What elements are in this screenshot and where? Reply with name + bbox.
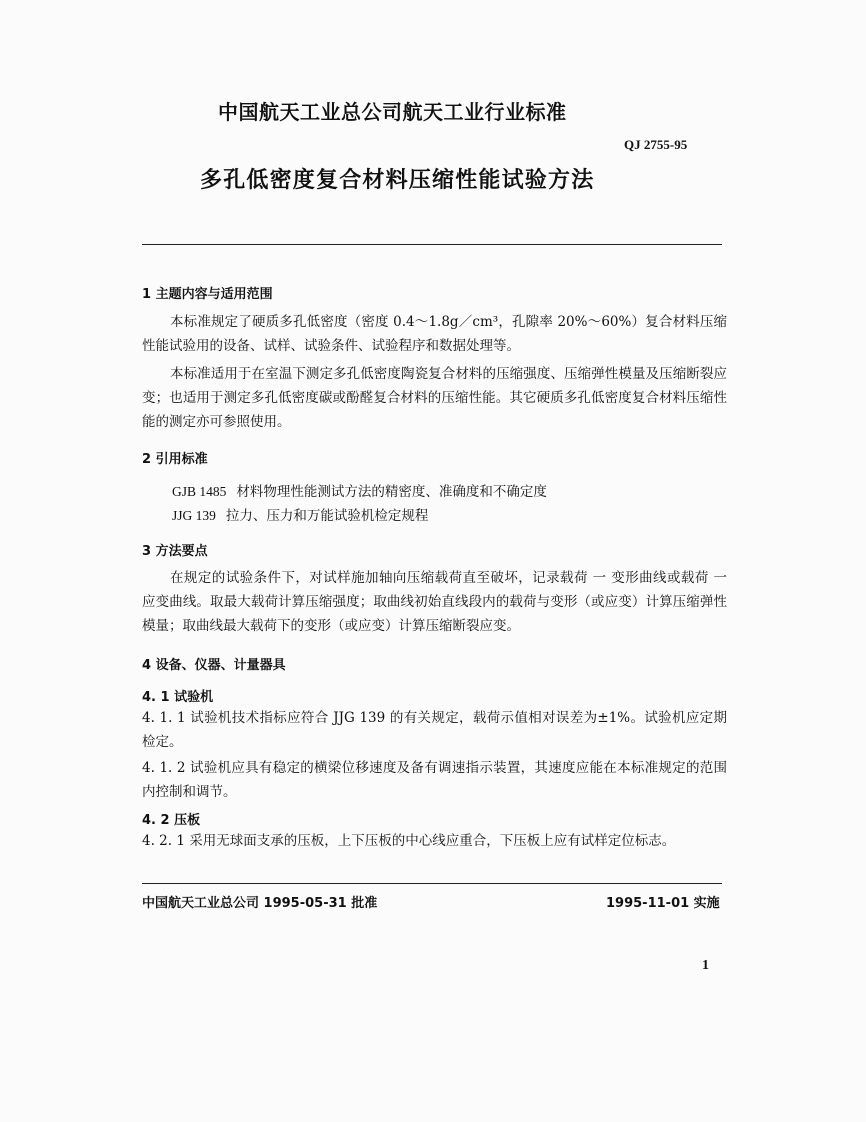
section-3-paragraph: 在规定的试验条件下，对试样施加轴向压缩载荷直至破坏，记录载荷 一 变形曲线或载荷 一 应变曲线。取最大载荷计算压缩强度；取曲线初始直线段内的载荷与变形（或应变）计算压缩弹性模量；取曲线最大载荷下的变形（或应变）计算压缩断裂应变。 (142, 570, 727, 634)
issuing-organization: 中国航天工业总公司航天工业行业标准 (218, 100, 567, 124)
standard-code: QJ 2755-95 (624, 137, 688, 152)
section-1-paragraph-2: 本标准适用于在室温下测定多孔低密度陶瓷复合材料的压缩强度、压缩弹性模量及压缩断裂应变；也适用于测定多孔低密度碳或酚醛复合材料的压缩性能。其它硬质多孔低密度复合材料压缩性能的测定亦可参照使用。 (142, 366, 727, 430)
page-number: 1 (702, 958, 709, 973)
section-1-paragraph-1: 本标准规定了硬质多孔低密度（密度 0.4～1.8g／cm³，孔隙率 20%～60%）复合材料压缩性能试验用的设备、试样、试验条件、试验程序和数据处理等。 (142, 314, 727, 354)
section-4-heading: 4 设备、仪器、计量器具 (142, 658, 286, 673)
section-2-heading: 2 引用标准 (142, 452, 208, 467)
implementation-date: 1995-11-01 实施 (606, 896, 720, 911)
reference-item (172, 504, 428, 524)
header-divider (142, 244, 722, 245)
reference-title: 拉力、压力和万能试验机检定规程 (225, 508, 429, 524)
section-1-heading: 1 主题内容与适用范围 (142, 287, 273, 302)
reference-item (172, 480, 547, 500)
section-3-heading: 3 方法要点 (142, 544, 208, 559)
document-title: 多孔低密度复合材料压缩性能试验方法 (200, 168, 595, 193)
clause-4-2-1: 4. 2. 1 采用无球面支承的压板，上下压板的中心线应重合，下压板上应有试样定位标志。 (142, 833, 676, 849)
clause-4-1-1: 4. 1. 1 试验机技术指标应符合 JJG 139 的有关规定，载荷示值相对误差为±1%。试验机应定期检定。 (142, 710, 727, 750)
reference-code: GJB 1485 (172, 484, 227, 499)
reference-code: JJG 139 (172, 508, 216, 523)
section-4-1-heading: 4. 1 试验机 (142, 690, 214, 705)
section-4-2-heading: 4. 2 压板 (142, 813, 201, 828)
footer-divider (142, 883, 722, 884)
clause-4-1-2: 4. 1. 2 试验机应具有稳定的横梁位移速度及备有调速指示装置，其速度应能在本标准规定的范围内控制和调节。 (142, 760, 727, 800)
reference-title: 材料物理性能测试方法的精密度、准确度和不确定度 (236, 484, 547, 500)
approval-date: 中国航天工业总公司 1995-05-31 批准 (142, 896, 378, 911)
